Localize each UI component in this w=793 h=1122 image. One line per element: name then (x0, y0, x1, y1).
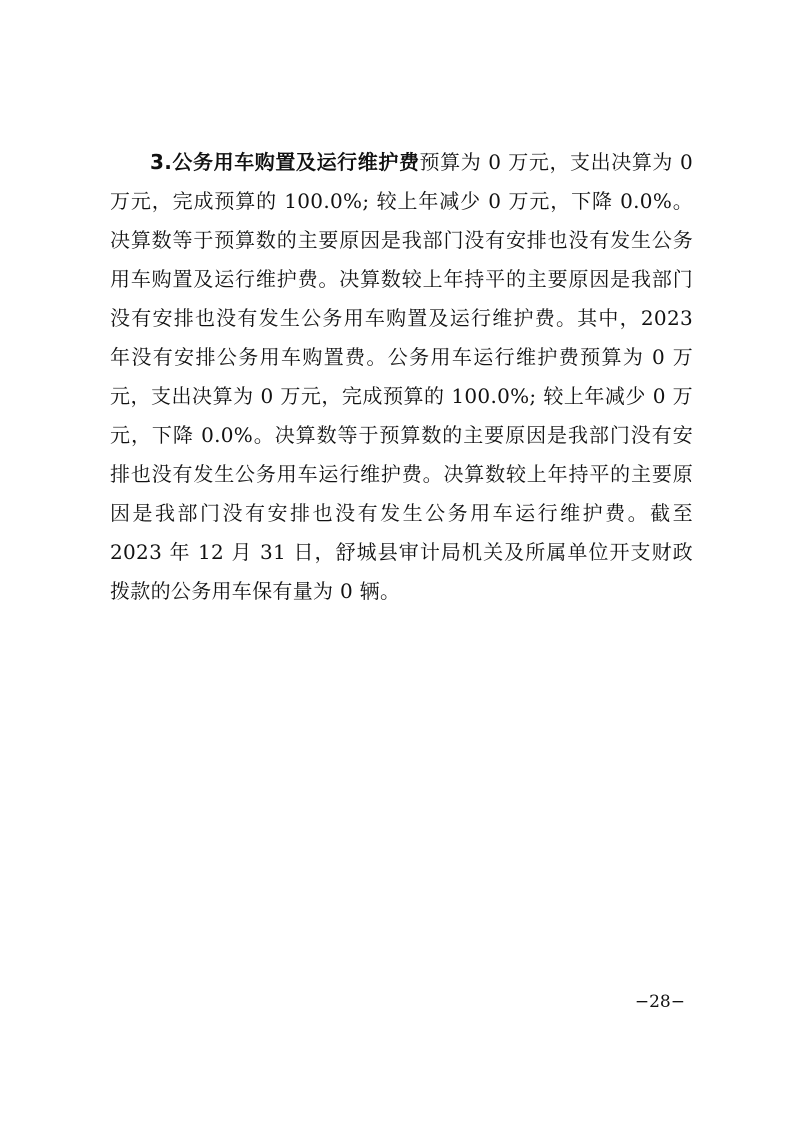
body-paragraph (110, 143, 693, 611)
section-heading: 3.公务用车购置及运行维护费 (150, 150, 420, 174)
page-number: −28− (634, 992, 685, 1012)
paragraph-text: 预算为 0 万元，支出决算为 0 万元，完成预算的 100.0%; 较上年减少 0 万元，下降 0.0%。决算数等于预算数的主要原因是我部门没有安排也没有发生公务用车购置及运行维护费。决算数较上年持平的主要原因是我部门没有安排也没有发生公务用车购置及运行维护费。其中，2023 年没有安排公务用车购置费。公务用车运行维护费预算为 0 万元，支出决算为 0 万元，完成预算的 100.0%; 较上年减少 0 万元，下降 0.0%。决算数等于预算数的主要原因是我部门没有安排也没有发生公务用车运行维护费。决算数较上年持平的主要原因是我部门没有安排也没有发生公务用车运行维护费。截至 2023 年 12 月 31 日，舒城县审计局机关及所属单位开支财政拨款的公务用车保有量为 0 辆。 (110, 150, 693, 603)
